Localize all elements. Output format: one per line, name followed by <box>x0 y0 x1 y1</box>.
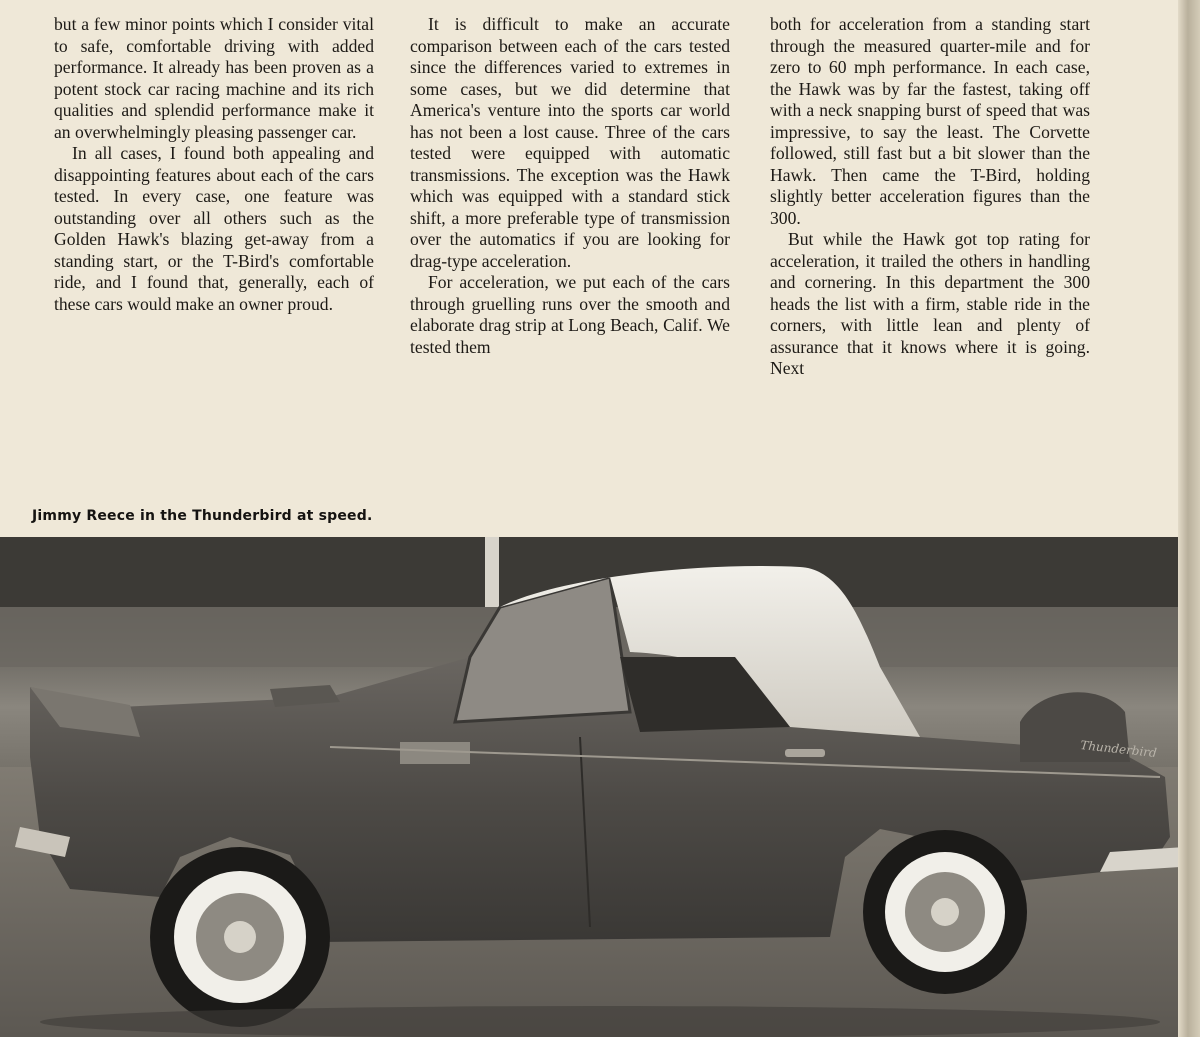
article-column-3 <box>770 14 1090 380</box>
paragraph: but a few minor points which I consider vital to safe, comfortable driving with added performance. It already has been proven as a potent stock car racing machine and its rich qualities and splendid performance make it an overwhelmingly pleasing passenger car. <box>54 14 374 142</box>
paragraph: But while the Hawk got top rating for acceleration, it trailed the others in handling and cornering. In this department the 300 heads the list with a firm, stable ride in the corners, with little lean and plenty of assurance that it knows where it is going. Next <box>770 229 1090 378</box>
photo-caption: Jimmy Reece in the Thunderbird at speed. <box>32 508 373 524</box>
paragraph: It is difficult to make an accurate comparison between each of the cars tested since the differences varied to extremes in some cases, but we did determine that America's venture into the sports car world has not been a lost cause. Three of the cars tested were equipped with automatic transmissions. The exception was the Hawk which was equipped with a standard stick shift, a more preferable type of transmission over the automatics if you are looking for drag-type acceleration. <box>410 14 730 271</box>
car-shadow <box>40 1006 1160 1037</box>
script-badge: Thunderbird <box>1079 738 1158 760</box>
door-handle <box>785 749 825 757</box>
fender-vent <box>400 742 470 764</box>
thunderbird-photo <box>0 537 1190 1037</box>
article-column-2 <box>410 14 730 358</box>
paragraph: both for acceleration from a standing start through the measured quarter-mile and for zero to 60 mph performance. In each case, the Hawk was by far the fastest, taking off with a neck snapping burst of speed that was impressive, to say the least. The Corvette followed, still fast but a bit slower than the Hawk. Then came the T-Bird, holding slightly better acceleration figures than the 300. <box>770 14 1090 228</box>
page-binding-edge <box>1178 0 1200 1037</box>
car-illustration <box>0 537 1190 1037</box>
article-column-1 <box>54 14 374 315</box>
background-pole <box>485 537 499 607</box>
paragraph: In all cases, I found both appealing and disappointing features about each of the cars tested. In every case, one feature was outstanding over all others such as the Golden Hawk's blazing get-away from a standing start, or the T-Bird's comfortable ride, and I found that, generally, each of these cars would make an owner proud. <box>54 143 374 314</box>
paragraph: For acceleration, we put each of the cars through gruelling runs over the smooth and elaborate drag strip at Long Beach, Calif. We tested them <box>410 272 730 357</box>
